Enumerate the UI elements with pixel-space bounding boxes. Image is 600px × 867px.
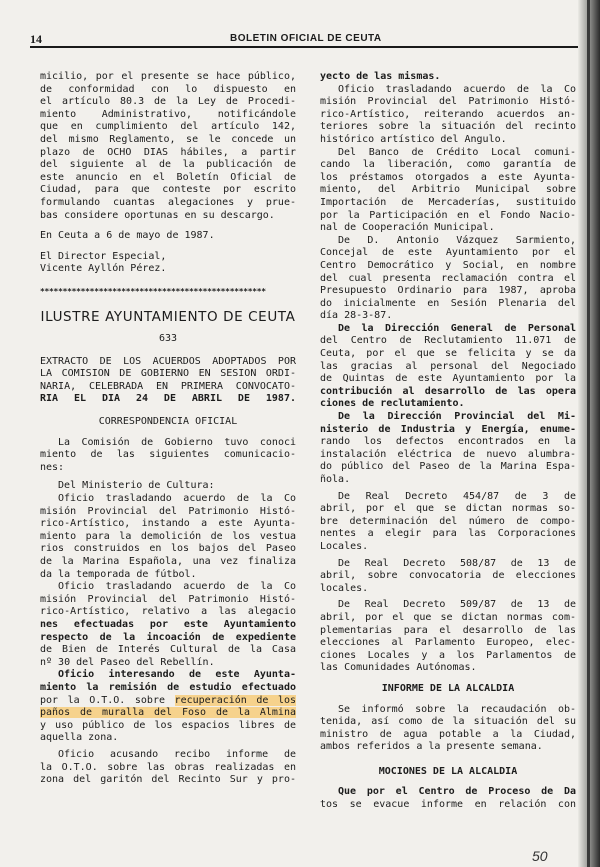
text-line: misión Provincial del Patrimonio Histó- (40, 593, 296, 605)
page-number: 14 (30, 32, 42, 46)
paragraph-2 (40, 581, 296, 669)
text-line: rando los defectos encontrados en la (320, 436, 576, 448)
intro-paragraph (40, 437, 296, 450)
text-line: del siguiente al de la publicación de (40, 159, 296, 171)
text-line: Oficio interesando de este Ayunta- (58, 669, 296, 681)
text-line: ambos referidos a la presente semana. (320, 741, 543, 753)
text-line (40, 695, 296, 708)
right-paragraph-8 (320, 599, 576, 675)
text-line: yecto de las mismas. (320, 71, 441, 82)
text-line: Oficio trasladando acuerdo de la Co (338, 83, 576, 95)
text-line: De Real Decreto 454/87 de 3 de (338, 490, 576, 502)
right-paragraph-1 (320, 84, 576, 147)
text-line: Centro Democrático y Social, en nombre (320, 259, 576, 271)
notice-paragraph (40, 71, 296, 222)
text-line: LA COMISION DE GOBIERNO EN SESION ORDI- (40, 368, 296, 380)
text-line: Concejal de este Ayuntamiento por el (320, 247, 576, 259)
text-line: Que por el Centro de Proceso de Da (338, 786, 576, 798)
ministerio-cultura: Del Ministerio de Cultura: (58, 480, 215, 492)
text-line: plazo de OCHO DIAS hábiles, a partir (40, 146, 296, 158)
separator-stars: ************************************************** (40, 286, 266, 296)
text-line: De Real Decreto 508/87 de 13 de (338, 557, 576, 569)
right-paragraph-7 (320, 558, 576, 596)
text-line: este anuncio en el Boletín Oficial de (40, 171, 296, 183)
right-paragraph-3 (320, 235, 576, 323)
text-line: miento, del Arbitrio Municipal sobre (320, 184, 576, 196)
text-line: del mismo Reglamento, se le concede un (40, 133, 296, 145)
right-paragraph-4 (320, 323, 576, 411)
text-line: las gracias al personal del Negociado (320, 360, 576, 372)
paragraph-4 (40, 749, 296, 787)
text-line: las Comunidades Autónomas. (320, 662, 477, 674)
header-rule (30, 46, 578, 48)
text-line: nº 30 del Paseo del Rebellín. (40, 656, 215, 668)
section-mociones-alcaldia: MOCIONES DE LA ALCALDIA (378, 765, 518, 777)
text-line: teriores sobre la situación del recinto (320, 121, 576, 133)
paragraph-1 (40, 493, 296, 581)
text-line: rico-Artístico, reiterando acuerdos an- (320, 108, 576, 120)
ayuntamiento-title: ILUSTRE AYUNTAMIENTO DE CEUTA (40, 308, 296, 325)
right-paragraph-9 (320, 704, 576, 754)
text-line: Importación de Mercaderías, sustituido (320, 196, 576, 208)
text-line: Se informó sobre la recaudación ob- (338, 703, 576, 715)
signer-name: Vicente Ayllón Pérez. (40, 263, 167, 275)
text-line: Locales. (320, 540, 369, 552)
text-line: elecciones al Parlamento Europeo, elec- (320, 637, 576, 649)
text-line: bre determinación del número de compo- (320, 515, 576, 527)
text-line: miento la remisión de estudio efectuado (40, 681, 296, 693)
text-line: nisterio de Industria y Energía, enume- (320, 423, 576, 435)
section-correspondencia: CORRESPONDENCIA OFICIAL (98, 416, 238, 428)
text-line: misión Provincial del Patrimonio Histó- (320, 96, 576, 108)
text-line: formulando cuantas alegaciones y prue- (40, 196, 296, 208)
text-line: RIA EL DIA 24 DE ABRIL DE 1987. (40, 393, 296, 405)
text-line: miento de las siguientes comunicacio- (40, 449, 296, 461)
text-line: da la temporada de fútbol. (40, 568, 197, 580)
text-line: que en cumplimiento del artículo 142, (40, 121, 296, 133)
text-line: bas considere oportunas en su descargo. (40, 209, 275, 221)
text-line: locales. (320, 582, 369, 594)
highlighted-text: paños de muralla del Foso de la Almina (40, 707, 296, 719)
text-fragment: por la O.T.O. sobre (40, 694, 175, 706)
text-line: día 28-3-87. (320, 310, 393, 322)
text-line: nes: (40, 461, 65, 473)
text-line: contribución al desarrollo de las opera (320, 385, 576, 397)
scan-edge-line (587, 0, 590, 867)
text-line: plementarias para el desarrollo de las (320, 624, 576, 636)
text-line: tenida, así como de la situación del su (320, 716, 576, 728)
announcement-number: 633 (158, 333, 178, 345)
text-line: NARIA, CELEBRADA EN PRIMERA CONVOCATO- (40, 380, 296, 392)
text-line: do público del Paseo de la Marina Espa- (320, 461, 576, 473)
text-line (40, 707, 296, 720)
text-line: nal de Cooperación Municipal. (320, 222, 495, 234)
handwritten-page-number: 50 (532, 848, 548, 864)
text-line: La Comisión de Gobierno tuvo conoci (58, 436, 296, 448)
paragraph-3 (40, 669, 296, 745)
text-line: zona del garitón del Recinto Sur y pro- (40, 774, 296, 786)
text-line: ñola. (320, 474, 351, 485)
extracto-heading (40, 356, 296, 406)
text-line: rios construidos en los bajos del Paseo (40, 543, 296, 555)
text-line: miento para la demolición de los vestua (40, 530, 296, 542)
text-line: De Real Decreto 509/87 de 13 de (338, 599, 576, 611)
text-line: ciones de reclutamiento. (320, 398, 465, 410)
text-line: el artículo 80.3 de la Ley de Procedi- (40, 96, 296, 108)
text-line: abril, por el que se dictan normas com- (320, 611, 576, 623)
right-paragraph-10 (320, 786, 576, 811)
text-line: Oficio acusando recibo informe de (58, 748, 296, 760)
text-line: nentes a elegir para las Corporaciones (320, 528, 576, 540)
right-paragraph-2 (320, 147, 576, 235)
left-column (40, 71, 296, 787)
text-line: Oficio trasladando acuerdo de la Co (58, 493, 296, 505)
text-line: histórico artístico del Angulo. (320, 133, 507, 145)
text-line: EXTRACTO DE LOS ACUERDOS ADOPTADOS POR (40, 355, 296, 367)
text-line: De D. Antonio Vázquez Sarmiento, (338, 234, 576, 246)
text-line: ciones Locales y a los Parlamentos de (320, 649, 576, 661)
right-paragraph-6 (320, 491, 576, 554)
text-line: miento Administrativo, notificándole (40, 108, 296, 120)
page-header (30, 32, 578, 46)
highlighted-text: recuperación de los (174, 694, 296, 706)
text-line: abril, sobre convocatoria de elecciones (320, 570, 576, 582)
text-line: Del Banco de Crédito Local comuni- (338, 146, 576, 158)
text-line: ministro de agua potable a la Ciudad, (320, 728, 576, 740)
text-line: respecto de la incoación de expediente (40, 631, 296, 643)
text-line: cando la liberación, como garantía de (320, 159, 576, 171)
text-line: aquella zona. (40, 732, 119, 744)
text-line: del Centro de Reclutamiento 11.071 de (320, 335, 576, 347)
text-line: los préstamos otorgados a este Ayunta- (320, 171, 576, 183)
text-line: micilio, por el presente se hace público, (40, 71, 296, 82)
text-line: y uso público de los espacios libres de (40, 719, 296, 731)
text-line: la O.T.O. sobre las obras realizadas en (40, 761, 296, 773)
text-line: de conformidad con lo dispuesto en (40, 83, 296, 95)
section-informe-alcaldia: INFORME DE LA ALCALDIA (381, 682, 515, 694)
text-line: tos se evacue informe en relación con (320, 799, 576, 811)
date-line: En Ceuta a 6 de mayo de 1987. (40, 230, 215, 242)
text-line: de Quintas de este Ayuntamiento por la (320, 373, 576, 385)
text-line: del cual presenta reclamación contra el (320, 272, 576, 284)
signer-title: El Director Especial, (40, 250, 167, 262)
text-line: De la Dirección General de Personal (338, 322, 576, 334)
text-line: Oficio trasladando acuerdo de la Co (58, 581, 296, 593)
bulletin-title: BOLETIN OFICIAL DE CEUTA (230, 33, 382, 44)
text-line: de la Marina Española, una vez finaliza (40, 556, 296, 567)
text-line: nes efectuadas por este Ayuntamiento (40, 618, 296, 630)
text-line: instalación eléctrica de nuevo alumbra- (320, 448, 576, 460)
right-paragraph-5 (320, 411, 576, 487)
text-line: de Bien de Interés Cultural de la Casa (40, 644, 296, 656)
text-line: Ciudad, para que conteste por escrito (40, 184, 296, 196)
text-line: do inicialmente en Sesión Plenaria del (320, 297, 576, 309)
text-line: por la Participación en el Fondo Nacio- (320, 209, 576, 221)
text-line: Presupuesto Ordinario para 1987, aproba (320, 285, 576, 297)
text-line: De la Dirección Provincial del Mi- (338, 411, 576, 423)
text-line: Ceuta, por el que se felicita y se da (320, 348, 576, 360)
right-column (320, 71, 576, 812)
text-line: misión Provincial del Patrimonio Histó- (40, 505, 296, 517)
text-line: rico-Artístico, relativo a las alegacio (40, 606, 296, 618)
text-line: abril, por el que se dictan normas so- (320, 503, 576, 515)
text-line: rico-Artístico, instando a este Ayunta- (40, 518, 296, 530)
